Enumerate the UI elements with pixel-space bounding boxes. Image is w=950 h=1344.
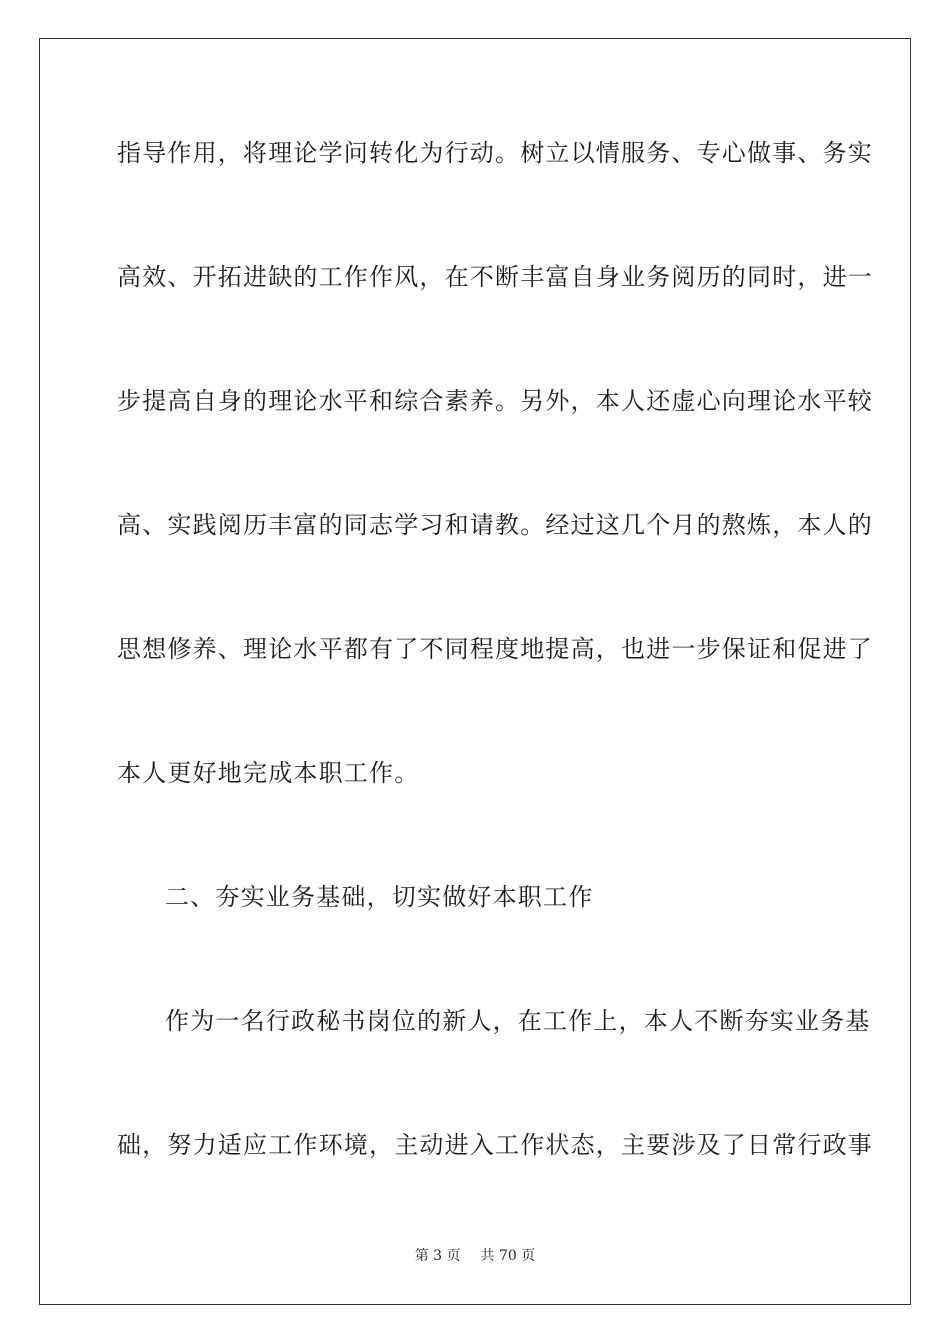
body-text-line: 指导作用，将理论学问转化为行动。树立以情服务、专心做事、务实 [117, 139, 873, 167]
body-text-line: 高、实践阅历丰富的同志学习和请教。经过这几个月的熬炼，本人的 [117, 511, 873, 539]
body-text-line: 思想修养、理论水平都有了不同程度地提高，也进一步保证和促进了 [117, 635, 873, 663]
total-pages: 共 70 页 [480, 1248, 536, 1264]
page-footer [0, 1247, 950, 1265]
body-text-line: 作为一名行政秘书岗位的新人，在工作上，本人不断夯实业务基 [165, 1007, 871, 1035]
body-text-line: 高效、开拓进缺的工作作风，在不断丰富自身业务阅历的同时，进一 [117, 263, 873, 291]
page-number: 第 3 页 [414, 1248, 461, 1264]
section-heading: 二、夯实业务基础，切实做好本职工作 [165, 883, 594, 911]
body-text-line: 础，努力适应工作环境，主动进入工作状态，主要涉及了日常行政事 [117, 1131, 873, 1159]
body-text-line: 步提高自身的理论水平和综合素养。另外，本人还虚心向理论水平较 [117, 387, 873, 415]
body-text-line: 本人更好地完成本职工作。 [117, 759, 420, 787]
page-frame [39, 38, 911, 1305]
